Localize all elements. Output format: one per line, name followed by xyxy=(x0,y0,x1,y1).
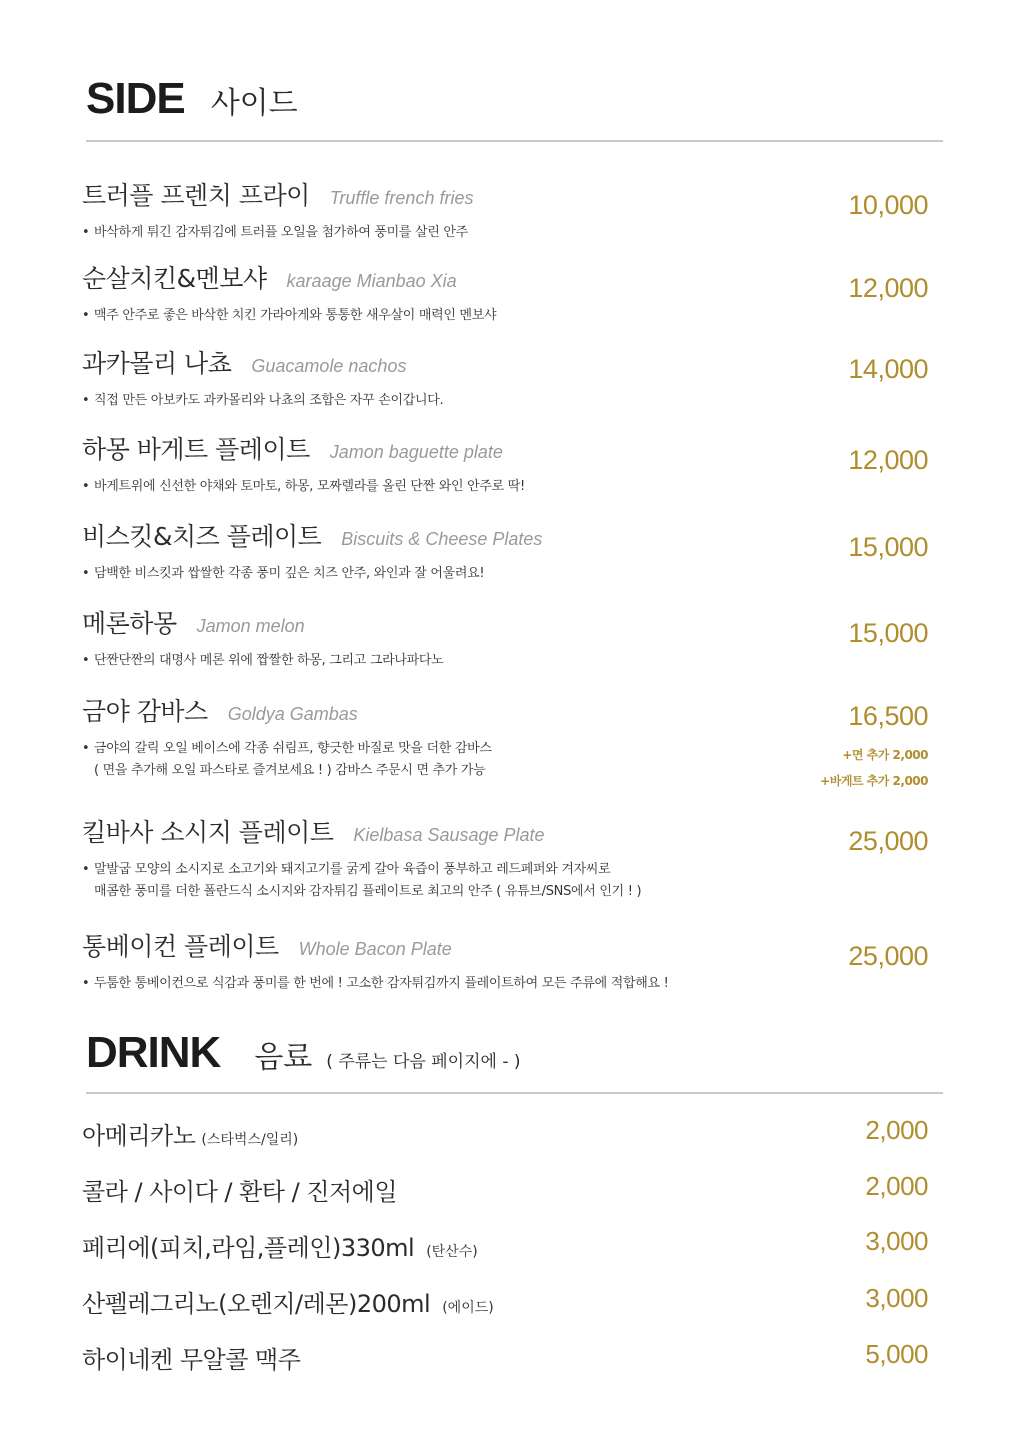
drink-name: 페리에(피치,라임,플레인)330ml xyxy=(82,1234,415,1262)
drink-item xyxy=(82,1172,397,1207)
side-title-ko: 사이드 xyxy=(210,86,298,121)
item-name-ko: 트러플 프렌치 프라이 xyxy=(82,181,310,210)
drink-divider xyxy=(86,1092,943,1094)
item-description: • 말발굽 모양의 소시지로 소고기와 돼지고기를 굵게 갈아 육즙이 풍부하고 레드페퍼와 겨자씨로 매콤한 풍미를 더한 폴란드식 소시지와 감자튀김 플레이트로 최고의 안주 ( 유튜브/SNS에서 인기 ! ) xyxy=(82,862,642,899)
baguette-addon-price: +바게트 추가 2,000 xyxy=(820,774,928,788)
menu-item xyxy=(82,927,942,995)
drink-price: 3,000 xyxy=(865,1226,928,1256)
item-name-ko: 메론하몽 xyxy=(82,609,177,638)
menu-item xyxy=(82,517,942,585)
item-price: 15,000 xyxy=(848,532,928,562)
item-price: 10,000 xyxy=(848,190,928,220)
item-name-en: Jamon melon xyxy=(196,616,305,636)
drink-section-header xyxy=(86,1028,521,1078)
drink-note-text: (스타벅스/일리) xyxy=(201,1132,299,1148)
item-name-ko: 금야 감바스 xyxy=(82,697,208,726)
item-price: 14,000 xyxy=(848,354,928,384)
item-name-en: karaage Mianbao Xia xyxy=(286,271,457,291)
item-description: • 금야의 갈릭 오일 베이스에 각종 쉬림프, 향긋한 바질로 맛을 더한 감바스 ( 면을 추가해 오일 파스타로 즐겨보세요 ! ) 감바스 주문시 면 추가 가능 xyxy=(82,741,492,778)
drink-title-ko: 음료 xyxy=(254,1040,313,1075)
item-name-en: Goldya Gambas xyxy=(227,704,358,724)
item-description: • 두툼한 통베이컨으로 식감과 풍미를 한 번에 ! 고소한 감자튀김까지 플레이트하여 모든 주류에 적합해요 ! xyxy=(82,976,669,991)
item-name-en: Kielbasa Sausage Plate xyxy=(353,825,545,845)
menu-item xyxy=(82,604,942,672)
item-price: 15,000 xyxy=(848,618,928,648)
item-description: • 담백한 비스킷과 쌉쌀한 각종 풍미 깊은 치즈 안주, 와인과 잘 어울려요! xyxy=(82,566,485,581)
item-name-ko: 순살치킨&멘보샤 xyxy=(82,264,267,293)
menu-item xyxy=(82,813,942,903)
menu-item xyxy=(82,430,942,498)
item-description: • 단짠단짠의 대명사 메론 위에 짭짤한 하몽, 그리고 그라나파다노 xyxy=(82,653,444,668)
item-name-en: Truffle french fries xyxy=(329,188,474,208)
item-name-en: Biscuits & Cheese Plates xyxy=(341,529,543,549)
drink-item xyxy=(82,1284,494,1319)
menu-item xyxy=(82,176,942,244)
drink-item xyxy=(82,1228,478,1263)
item-name-ko: 비스킷&치즈 플레이트 xyxy=(82,522,322,551)
item-description: • 맥주 안주로 좋은 바삭한 치킨 가라아게와 통통한 새우살이 매력인 멘보샤 xyxy=(82,308,497,323)
item-description: • 직접 만든 아보카도 과카몰리와 나쵸의 조합은 자꾸 손이갑니다. xyxy=(82,393,444,408)
drink-item xyxy=(82,1340,300,1375)
menu-item xyxy=(82,259,942,327)
item-name-ko: 과카몰리 나쵸 xyxy=(82,349,232,378)
item-description: • 바게트위에 신선한 야채와 토마토, 하몽, 모짜렐라를 올린 단짠 와인 안주로 딱! xyxy=(82,479,525,494)
item-name-en: Whole Bacon Plate xyxy=(298,939,452,959)
noodle-addon-price: +면 추가 2,000 xyxy=(842,748,928,762)
item-name-en: Jamon baguette plate xyxy=(329,442,503,462)
drink-note: ( 주류는 다음 페이지에 - ) xyxy=(326,1052,521,1072)
item-name-ko: 통베이컨 플레이트 xyxy=(82,932,279,961)
drink-title-en: DRINK xyxy=(86,1028,221,1077)
item-name-en: Guacamole nachos xyxy=(251,356,407,376)
menu-item xyxy=(82,692,942,782)
item-price: 25,000 xyxy=(848,941,928,971)
drink-price: 2,000 xyxy=(865,1171,928,1201)
item-name-ko: 하몽 바게트 플레이트 xyxy=(82,435,310,464)
side-divider xyxy=(86,140,943,142)
drink-name: 산펠레그리노(오렌지/레몬)200ml xyxy=(82,1290,431,1318)
item-price: 12,000 xyxy=(848,273,928,303)
drink-name: 콜라 / 사이다 / 환타 / 진저에일 xyxy=(82,1178,398,1206)
side-section-header xyxy=(86,74,298,124)
drink-name: 하이네켄 무알콜 맥주 xyxy=(82,1346,301,1374)
item-price: 12,000 xyxy=(848,445,928,475)
item-name-ko: 킬바사 소시지 플레이트 xyxy=(82,818,334,847)
drink-price: 3,000 xyxy=(865,1283,928,1313)
drink-price: 2,000 xyxy=(865,1115,928,1145)
drink-note-text: (에이드) xyxy=(442,1300,494,1316)
item-price: 25,000 xyxy=(848,826,928,856)
menu-item xyxy=(82,344,942,412)
drink-price: 5,000 xyxy=(865,1339,928,1369)
drink-note-text: (탄산수) xyxy=(426,1244,478,1260)
drink-name: 아메리카노 xyxy=(82,1122,196,1150)
drink-item xyxy=(82,1116,298,1151)
side-title-en: SIDE xyxy=(86,74,185,123)
item-price: 16,500 xyxy=(848,701,928,731)
item-description: • 바삭하게 튀긴 감자튀김에 트러플 오일을 첨가하여 풍미를 살린 안주 xyxy=(82,225,468,240)
